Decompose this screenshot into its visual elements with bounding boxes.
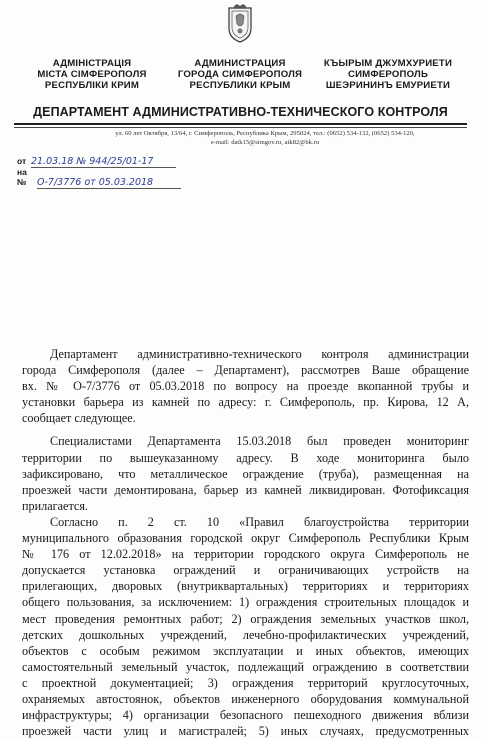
text-line: Специалистами Департамента 15.03.2018 был проведен мониторинг [50, 434, 469, 449]
text-line: № 176 от 12.02.2018» на территории городского округа Симферополь не [22, 547, 469, 562]
text-line: Согласно п. 2 ст. 10 «Правил благоустройства территории [50, 514, 469, 529]
text-line: объектов с особым режимом эксплуатации и иных объектов, имеющих [22, 643, 469, 658]
org-name-russian [170, 58, 310, 91]
org-line: ШЕЭРИНИНЪ ЕМУРИЕТИ [325, 80, 451, 91]
text-line: зафиксировано, что металлическое ограждение (труба), размещенная на [22, 466, 469, 481]
text-line: прилагается. [22, 498, 88, 513]
paragraph-1 [22, 346, 469, 426]
paragraph-3 [22, 514, 469, 739]
email-line: e-mail: datk15@simgov.ru, atk82@bk.ru [210, 139, 320, 146]
org-line: СИМФЕРОПОЛЬ [347, 69, 429, 80]
org-line: ГОРОДА СИМФЕРОПОЛЯ [177, 69, 303, 80]
text-line: прилегающих, дворовых (внутриквартальных) территориях и территориях [22, 579, 469, 594]
text-line: детских дошкольных учреждений, лечебно-профилактических учреждений, [22, 627, 469, 642]
text-line: допускается установка ограждений и ограничивающих устройств на [22, 563, 469, 578]
paragraph-2 [22, 433, 469, 513]
text-line: инфраструктуры; 4) организации безопасного пешеходного движения вблизи [22, 708, 469, 723]
text-line: муниципального образования городской округ Симферополь Республики Крым [22, 531, 469, 546]
text-line: проезжей части улиц и магистралей; 5) иных случаях, предусмотренных [22, 724, 469, 739]
text-line: общего пользования, за исключением: 1) ограждения строительных площадок и [22, 595, 469, 610]
header-divider-thin [14, 127, 467, 128]
to-prefix: на № [17, 167, 27, 187]
reference-registration [17, 167, 181, 189]
org-line: РЕСПУБЛИКИ КРЫМ [189, 80, 291, 91]
text-line: сообщает следующее. [22, 411, 136, 426]
org-line: АДМІНІСТРАЦІЯ [52, 58, 132, 69]
contact-address [50, 129, 480, 147]
text-line: охраняемых автостоянок, объектов инженерного оборудования коммунальной [22, 691, 469, 706]
text-line: мест проведения ремонтных работ; 2) ограждения земельных участков школ, [22, 611, 469, 626]
text-line: самостоятельный земельный участок, подлежащий ограждению в соответствии [22, 659, 469, 674]
reference-number: О-7/3776 от 05.03.2018 [37, 177, 181, 189]
header-divider [14, 123, 467, 125]
org-line: КЪЫРЫМ ДЖУМХУРИЕТИ [323, 58, 453, 69]
from-prefix: от [17, 156, 27, 166]
text-line: Департамент административно-технического контроля администрации [50, 347, 469, 361]
org-line: МІСТА СІМФЕРОПОЛЯ [37, 69, 147, 80]
outgoing-number: 21.03.18 № 944/25/01-17 [31, 156, 176, 168]
org-name-crimean-tatar [318, 58, 458, 91]
letter-body [22, 346, 469, 739]
coat-of-arms-icon [225, 4, 255, 44]
department-title: ДЕПАРТАМЕНТ АДМИНИСТРАТИВНО-ТЕХНИЧЕСКОГО КОНТРОЛЯ [33, 105, 448, 119]
address-line: ул. 60 лет Октября, 13/64, г. Симферополь, Республика Крым, 295024, тел.: (0652) 534-132, (0652) 534-120, [115, 130, 415, 137]
org-line: АДМИНИСТРАЦИЯ [194, 58, 286, 69]
text-line: территории по вышеуказанному адресу. В ходе мониторинга было [22, 450, 469, 465]
text-line: установки барьера из камней по адресу: г. Симферополь, пр. Кирова, 12 А, [22, 395, 469, 410]
text-line: города Симферополя (далее – Департамент), рассмотрев Ваше обращение [22, 363, 469, 378]
text-line: вх. № О-7/3776 от 05.03.2018 по вопросу на проезде вкопанной трубы и [22, 379, 469, 394]
org-name-ukrainian [22, 58, 162, 91]
org-line: РЕСПУБЛІКИ КРИМ [44, 80, 140, 91]
text-line: проезжей части демонтирована, барьер из камней ликвидирован. Фотофиксация [22, 482, 469, 497]
text-line: с проектной документацией; 3) ограждения территорий круглосуточных, [22, 675, 469, 690]
